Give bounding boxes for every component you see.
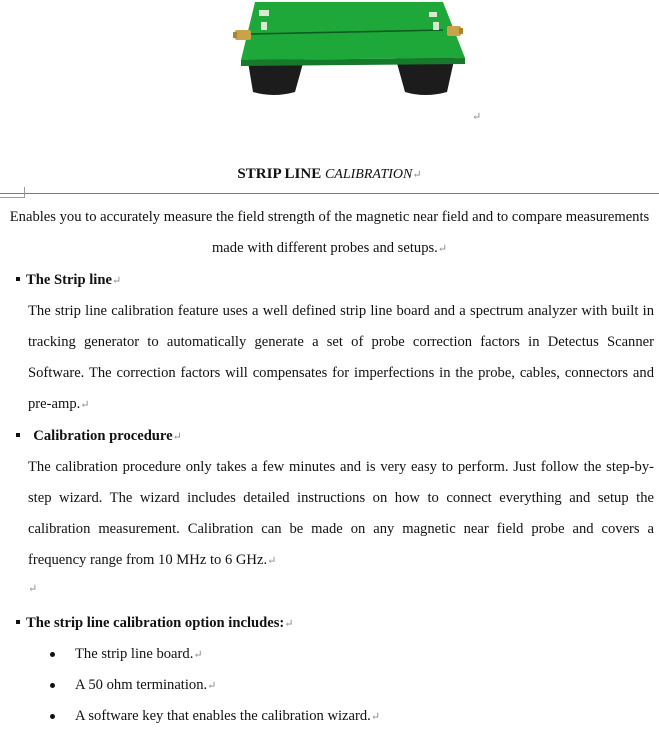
section-heading-calibration-procedure: [16, 425, 182, 448]
title-bold: STRIP LINE: [237, 166, 325, 182]
heading-text: Calibration procedure: [33, 428, 173, 444]
paragraph-mark: ↵: [370, 711, 381, 723]
title-italic: CALIBRATION: [324, 167, 413, 182]
bullet-dot-icon: [50, 652, 55, 657]
paragraph-mark: ↵: [472, 111, 482, 123]
paragraph-mark: ↵: [207, 680, 217, 692]
list-item-text: A 50 ohm termination.: [75, 677, 208, 693]
list-item: [28, 670, 380, 701]
paragraph-mark: ↵: [437, 243, 448, 255]
strip-line-board-image: [233, 0, 465, 98]
heading-text: The Strip line: [26, 272, 112, 288]
section-paragraph-calibration-procedure: [28, 452, 654, 577]
bullet-dot-icon: [50, 714, 55, 719]
margin-corner-mark: [24, 187, 25, 198]
square-bullet-icon: [16, 433, 20, 437]
includes-list: [28, 639, 380, 732]
square-bullet-icon: [16, 277, 20, 281]
margin-corner-mark: [0, 197, 24, 198]
horizontal-rule: [0, 193, 659, 194]
section-heading-option-includes: [16, 612, 293, 635]
list-item-text: The strip line board.: [75, 646, 194, 662]
paragraph-mark: ↵: [111, 275, 122, 287]
intro-text: Enables you to accurately measure the field strength of the magnetic near field and to compare measurements made with different probes and setups.: [9, 209, 650, 256]
intro-paragraph: [0, 202, 659, 265]
paragraph-mark: ↵: [80, 399, 90, 411]
section-paragraph-strip-line: [28, 296, 654, 421]
paragraph-mark: ↵: [172, 431, 182, 443]
paragraph-mark: ↵: [28, 583, 38, 595]
paragraph-text: The calibration procedure only takes a few minutes and is very easy to perform. Just follow the step-by-step wizard. The wizard includes detailed instructions on how to connect everything and setup the calibration measurement. Calibration can be made on any magnetic near field probe and covers a frequency range from 10 MHz to 6 GHz.: [28, 459, 654, 568]
square-bullet-icon: [16, 620, 20, 624]
paragraph-text: The strip line calibration feature uses a well defined strip line board and a spectrum analyzer with built in tracking generator to automatically generate a set of probe correction factors in Detectus Scanner Software. The correction factors will compensates for imperfections in the probe, cables, connectors and pre-amp.: [28, 303, 654, 412]
page-title: [0, 163, 659, 186]
list-item: [28, 701, 380, 732]
paragraph-mark: ↵: [267, 555, 277, 567]
paragraph-mark: ↵: [284, 618, 294, 630]
paragraph-mark: ↵: [193, 649, 203, 661]
list-item-text: A software key that enables the calibration wizard.: [75, 708, 371, 724]
paragraph-mark: ↵: [412, 169, 422, 181]
bullet-dot-icon: [50, 683, 55, 688]
section-heading-strip-line: [16, 269, 121, 292]
list-item: [28, 639, 380, 670]
heading-text: The strip line calibration option includes:: [26, 615, 285, 631]
